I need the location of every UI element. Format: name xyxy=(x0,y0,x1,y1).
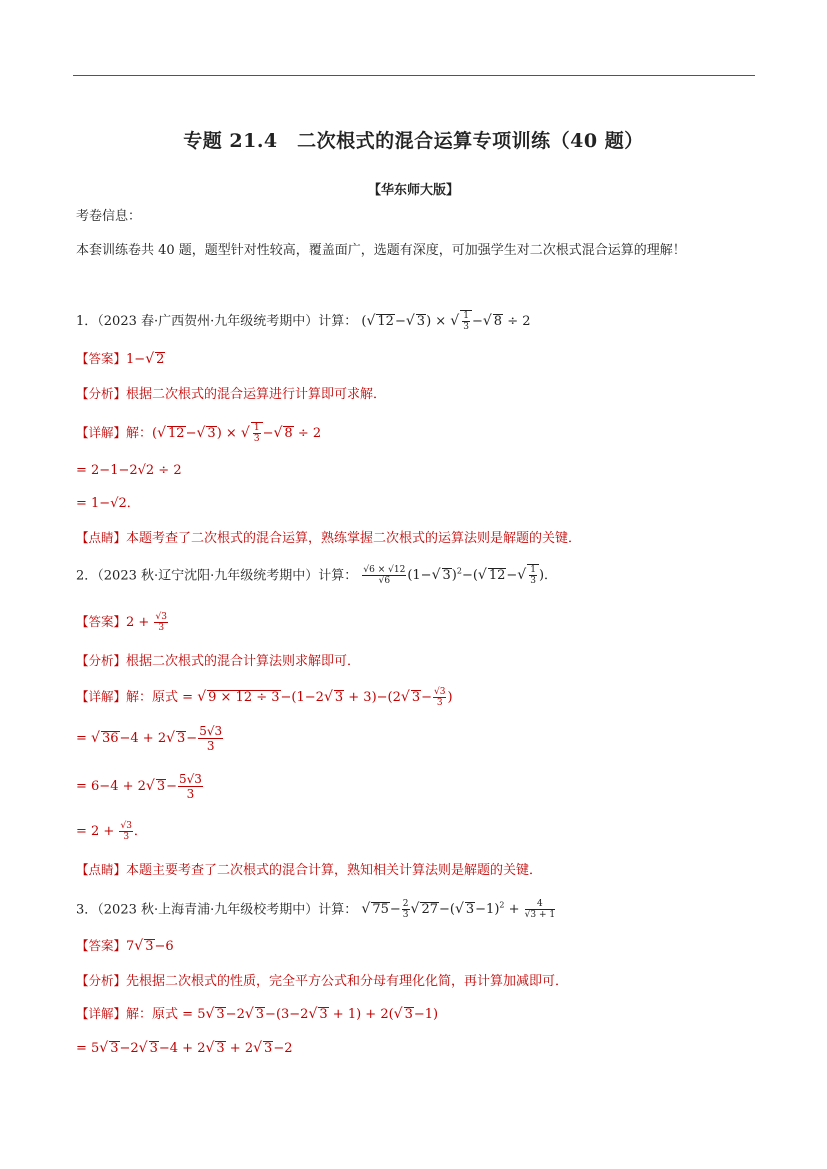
problem-2-detail: 【详解】解：原式 = √ 9 × 12 ÷ 3−(1−2√ 3 + 3)−(2√ 3− $\frac{√3}{3}$ ) xyxy=(76,687,453,708)
problem-2-expression: $\frac{√6 \times √12}{√6}$ (1−√ 3)$^2$−(√ 12−√ $\frac{1}{3}$ )． xyxy=(363,565,558,587)
problem-3-step-1: = 5√ 3−2√ 3−4 + 2√ 3 + 2√ 3−2 xyxy=(76,1040,293,1056)
problem-2-analysis: 【分析】根据二次根式的混合计算法则求解即可． xyxy=(76,653,361,669)
problem-2-source: 2．（2023 秋·辽宁沈阳·九年级统考期中）计算： xyxy=(76,568,358,584)
problem-2-step-1: = √ 36−4 + 2√ 3− $\frac{5√3}{3}$ xyxy=(76,724,223,753)
problem-1-analysis: 【分析】根据二次根式的混合运算进行计算即可求解． xyxy=(76,386,387,402)
problem-1-detail: 【详解】解：(√ 12−√ 3) × √ $\frac{1}{3}$ −√ 8 ÷ 2 xyxy=(76,423,322,444)
problem-2-step-3: = 2 + $\frac{√3}{3}$ ． xyxy=(76,821,147,842)
detail-label: 【详解】 xyxy=(76,425,127,440)
answer-label: 【答案】 xyxy=(76,351,127,366)
document-title: 专题 21.4 二次根式的混合运算专项训练（40 题） xyxy=(183,130,644,152)
problem-2-answer: 【答案】2 + $\frac{√3}{3}$ xyxy=(76,612,167,633)
problem-3-question xyxy=(76,896,556,920)
edition-label: 【华东师大版】 xyxy=(367,183,459,198)
problem-1-answer: 【答案】1−√ 2 xyxy=(76,351,165,367)
problem-1-step-2: = 1−√2． xyxy=(76,496,140,511)
problem-1-expression: (√ 12−√ 3) × √ $\frac{1}{3}$ −√ 8 ÷ 2 xyxy=(361,311,531,332)
problem-1-comment: 【点睛】本题考查了二次根式的混合运算，熟练掌握二次根式的运算法则是解题的关键． xyxy=(76,530,582,546)
problem-2-question xyxy=(76,562,557,586)
problem-3-source: 3．（2023 秋·上海青浦·九年级校考期中）计算： xyxy=(76,902,358,918)
problem-1-question xyxy=(76,310,531,332)
problem-3-expression: √ 75− $\frac{2}{3}$ √ 27−(√ 3−1)$^2$ + $\frac{4}{√3 + 1}$ xyxy=(361,899,556,921)
problem-1-step-1: = 2−1−2√2 ÷ 2 xyxy=(76,463,182,478)
problem-3-answer: 【答案】7√ 3−6 xyxy=(76,938,174,954)
problem-2-comment: 【点睛】本题主要考查了二次根式的混合计算，熟知相关计算法则是解题的关键． xyxy=(76,862,543,878)
comment-label: 【点睛】 xyxy=(76,530,127,545)
intro-text: 本套训练卷共 40 题，题型针对性较高，覆盖面广，选题有深度，可加强学生对二次根式混合运算的理解！ xyxy=(76,243,686,258)
info-label: 考卷信息： xyxy=(76,209,142,224)
problem-3-analysis: 【分析】先根据二次根式的性质，完全平方公式和分母有理化化简，再计算加减即可． xyxy=(76,973,569,989)
problem-2-step-2: = 6−4 + 2√ 3− $\frac{5√3}{3}$ xyxy=(76,772,202,801)
analysis-label: 【分析】 xyxy=(76,386,127,401)
problem-3-detail: 【详解】解：原式 = 5√ 3−2√ 3−(3−2√ 3 + 1) + 2(√ 3−1) xyxy=(76,1006,439,1022)
problem-1-source: 1．（2023 春·广西贺州·九年级统考期中）计算： xyxy=(76,314,358,329)
header-rule xyxy=(73,75,755,76)
